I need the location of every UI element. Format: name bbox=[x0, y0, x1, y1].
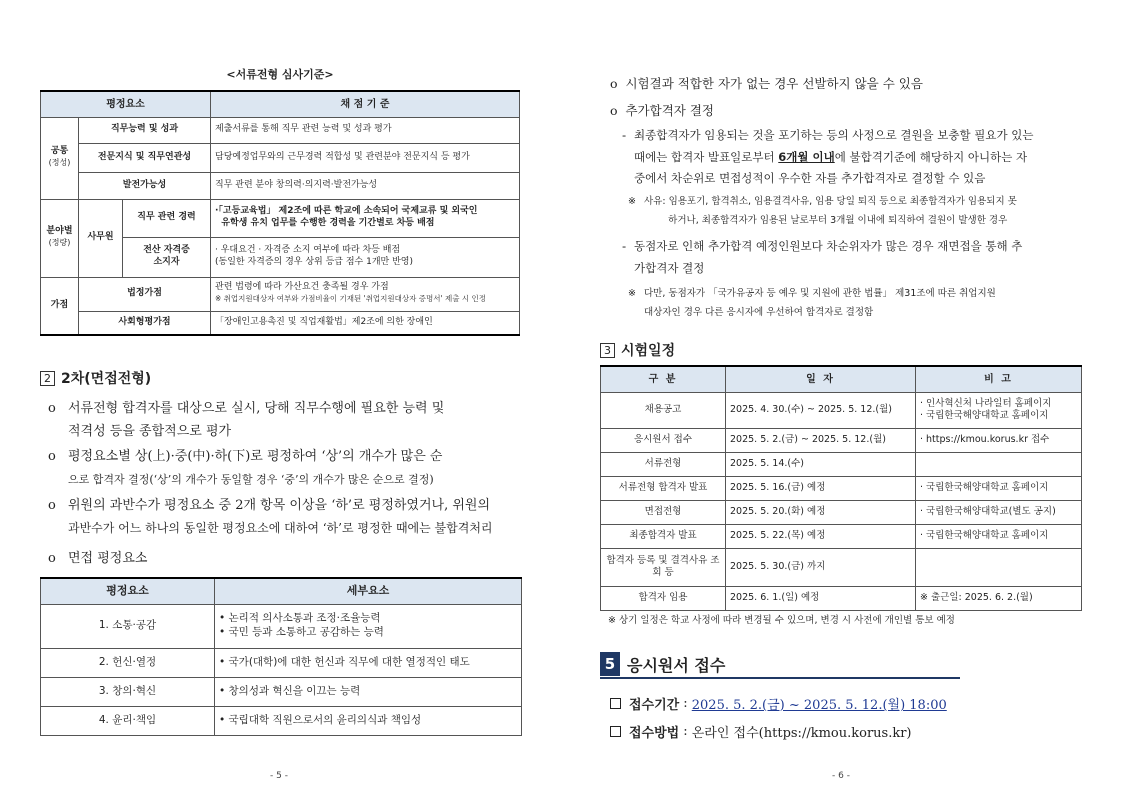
interview-item: 2. 헌신·열정 bbox=[41, 648, 215, 677]
criteria-desc: · 우대요건 · 자격증 소지 여부에 따라 차등 배점 (동일한 자격증의 경우 상위 등급 점수 1개만 반영) bbox=[211, 237, 520, 277]
interview-bullet: o 면접 평정요소 bbox=[48, 551, 148, 566]
apply-period-value: 2025. 5. 2.(금) ~ 2025. 5. 12.(월) 18:00 bbox=[691, 698, 947, 713]
apply-method-row: 접수방법 : 온라인 접수(https://kmou.korus.kr) bbox=[610, 722, 912, 741]
schedule-date: 2025. 5. 14.(수) bbox=[726, 452, 916, 476]
six-months-highlight: 6개월 이내 bbox=[778, 149, 835, 164]
criteria-desc: 제출서류를 통해 직무 관련 능력 및 성과 평가 bbox=[211, 117, 520, 143]
schedule-item: 최종합격자 발표 bbox=[601, 524, 726, 548]
schedule-date: 2025. 5. 16.(금) 예정 bbox=[726, 476, 916, 500]
interview-evaluation-table bbox=[40, 577, 522, 736]
criteria-desc: 「장애인고용촉진 및 직업재활법」제2조에 의한 장애인 bbox=[211, 311, 520, 335]
section-number: 3 bbox=[600, 343, 615, 358]
interview-details: • 국가(대학)에 대한 헌신과 직무에 대한 열정적인 태도 bbox=[215, 648, 522, 677]
schedule-note-text: ※ 상기 일정은 학교 사정에 따라 변경될 수 있으며, 변경 시 사전에 개인별 통보 예정 bbox=[608, 615, 955, 626]
interview-details: • 국립대학 직원으로서의 윤리의식과 책임성 bbox=[215, 706, 522, 735]
group-common: 공통 (정성) bbox=[41, 117, 79, 199]
criteria-desc: 직무 관련 분야 창의력·의지력·발전가능성 bbox=[211, 172, 520, 199]
header-category: 구 분 bbox=[601, 366, 726, 392]
header-evaluation-element: 평정요소 bbox=[41, 91, 211, 117]
interview-item: 1. 소통·공감 bbox=[41, 604, 215, 648]
criteria-desc: 담당예정업무와의 근무경력 적합성 및 관련분야 전문지식 등 평가 bbox=[211, 143, 520, 172]
criteria-item: 발전가능성 bbox=[79, 172, 211, 199]
section-title: 시험일정 bbox=[621, 343, 676, 359]
criteria-item: 사회형평가점 bbox=[79, 311, 211, 335]
schedule-date: 2025. 5. 20.(화) 예정 bbox=[726, 500, 916, 524]
apply-period-row: 접수기간 : 2025. 5. 2.(금) ~ 2025. 5. 12.(월) 18:00 bbox=[610, 694, 947, 713]
schedule-date: 2025. 5. 2.(금) ~ 2025. 5. 12.(월) bbox=[726, 428, 916, 452]
subgroup-clerk: 사무원 bbox=[79, 199, 123, 277]
page-number: - 5 - bbox=[270, 771, 288, 781]
header-detail-element: 세부요소 bbox=[215, 578, 522, 604]
section-3-heading bbox=[600, 340, 675, 360]
section-number: 2 bbox=[40, 371, 55, 386]
schedule-note: ※ 출근일: 2025. 6. 2.(월) bbox=[916, 586, 1082, 610]
notice-bullet: o 시험결과 적합한 자가 없는 경우 선발하지 않을 수 있음 bbox=[610, 76, 923, 91]
interview-bullet: o 위원의 과반수가 평정요소 중 2개 항목 이상을 ‘하’로 평정하였거나, 위원의 과반수가 어느 하나의 동일한 평정요소에 대하여 ‘하’로 평정한 때에는 불합격처리 bbox=[48, 498, 493, 535]
section-number: 5 bbox=[600, 652, 620, 676]
schedule-date: 2025. 6. 1.(일) 예정 bbox=[726, 586, 916, 610]
page-number: - 6 - bbox=[832, 771, 850, 781]
checkbox-icon bbox=[610, 698, 621, 709]
apply-method-value: 온라인 접수(https://kmou.korus.kr) bbox=[691, 726, 912, 741]
page-6 bbox=[600, 0, 1084, 793]
reason-note: ※ 사유: 임용포기, 합격취소, 임용결격사유, 임용 당일 퇴직 등으로 최종합격자가 임용되지 못 하거나, 최종합격자가 임용된 날로부터 3개월 이내에 퇴직하여 결원이 발생한 경우 bbox=[628, 196, 1017, 226]
schedule-note bbox=[916, 548, 1082, 586]
schedule-item: 합격자 등록 및 결격사유 조회 등 bbox=[601, 548, 726, 586]
schedule-item: 채용공고 bbox=[601, 392, 726, 428]
schedule-item: 면접전형 bbox=[601, 500, 726, 524]
page-5 bbox=[40, 0, 520, 793]
header-date: 일 자 bbox=[726, 366, 916, 392]
header-scoring-criteria: 채 점 기 준 bbox=[211, 91, 520, 117]
interview-item: 3. 창의·혁신 bbox=[41, 677, 215, 706]
interview-bullet: o 평정요소별 상(上)·중(中)·하(下)로 평정하여 ‘상’의 개수가 많은 순 으로 합격자 결정(‘상’의 개수가 동일할 경우 ‘중’의 개수가 많은 순으로 결정) bbox=[48, 449, 443, 486]
group-field: 분야별 (정량) bbox=[41, 199, 79, 277]
notice-bullet: o 추가합격자 결정 bbox=[610, 103, 714, 118]
interview-details: • 논리적 의사소통과 조정·조율능력 • 국민 등과 소통하고 공감하는 능력 bbox=[215, 604, 522, 648]
additional-pass-rule: - 최종합격자가 임용되는 것을 포기하는 등의 사정으로 결원을 보충할 필요가 있는 때에는 합격자 발표일로부터 6개월 이내에 불합격기준에 해당하지 아니하는 자 중에서 차순위로 면접성적이 우수한 자를 추가합격자로 결정할 수 있음 bbox=[622, 128, 1034, 185]
interview-details: • 창의성과 혁신을 이끄는 능력 bbox=[215, 677, 522, 706]
criteria-desc: 관련 법령에 따라 가산요건 충족될 경우 가점 ※ 취업지원대상자 여부와 가점비율이 기재된 '취업지원대상자 증명서' 제출 시 인정 bbox=[211, 277, 520, 311]
section-2-heading bbox=[40, 368, 151, 388]
group-bonus: 가점 bbox=[41, 277, 79, 335]
section-5-heading bbox=[600, 651, 960, 679]
section-title: 2차(면접전형) bbox=[61, 371, 152, 387]
checkbox-icon bbox=[610, 726, 621, 737]
apply-method-label: 접수방법 bbox=[629, 726, 680, 741]
criteria-caption: <서류전형 심사기준> bbox=[226, 68, 334, 81]
criteria-item: 전문지식 및 직무연관성 bbox=[79, 143, 211, 172]
schedule-item: 서류전형 합격자 발표 bbox=[601, 476, 726, 500]
schedule-note: · 국립한국해양대학교 홈페이지 bbox=[916, 524, 1082, 548]
schedule-note: · https://kmou.korus.kr 접수 bbox=[916, 428, 1082, 452]
schedule-date: 2025. 4. 30.(수) ~ 2025. 5. 12.(월) bbox=[726, 392, 916, 428]
schedule-item: 서류전형 bbox=[601, 452, 726, 476]
schedule-note: · 인사혁신처 나라일터 홈페이지 · 국립한국해양대학교 홈페이지 bbox=[916, 392, 1082, 428]
criteria-item: 전산 자격증 소지자 bbox=[123, 237, 211, 277]
header-evaluation-element: 평정요소 bbox=[41, 578, 215, 604]
section-title: 응시원서 접수 bbox=[627, 655, 726, 675]
interview-bullet: o 서류전형 합격자를 대상으로 실시, 당해 직무수행에 필요한 능력 및 적격성 등을 종합적으로 평가 bbox=[48, 401, 445, 439]
criteria-item: 직무 관련 경력 bbox=[123, 199, 211, 237]
criteria-item: 직무능력 및 성과 bbox=[79, 117, 211, 143]
criteria-item: 법정가점 bbox=[79, 277, 211, 311]
schedule-item: 응시원서 접수 bbox=[601, 428, 726, 452]
interview-item: 4. 윤리·책임 bbox=[41, 706, 215, 735]
schedule-item: 합격자 임용 bbox=[601, 586, 726, 610]
schedule-note bbox=[916, 452, 1082, 476]
exam-schedule-table bbox=[600, 365, 1082, 611]
schedule-note: · 국립한국해양대학교(별도 공지) bbox=[916, 500, 1082, 524]
header-remarks: 비 고 bbox=[916, 366, 1082, 392]
veteran-note: ※ 다만, 동점자가 「국가유공자 등 예우 및 지원에 관한 법률」 제31조에 따른 취업지원 대상자인 경우 다른 응시자에 우선하여 합격자로 결정함 bbox=[628, 288, 996, 318]
criteria-desc: ·「고등교육법」 제2조에 따른 학교에 소속되어 국제교류 및 외국인 유학생 유치 업무를 수행한 경력을 기간별로 차등 배점 bbox=[211, 199, 520, 237]
schedule-date: 2025. 5. 22.(목) 예정 bbox=[726, 524, 916, 548]
tie-rule: - 동점자로 인해 추가합격 예정인원보다 차순위자가 많은 경우 재면접을 통해 추 가합격자 결정 bbox=[622, 239, 1023, 275]
schedule-date: 2025. 5. 30.(금) 까지 bbox=[726, 548, 916, 586]
apply-period-label: 접수기간 bbox=[629, 698, 680, 713]
schedule-note: · 국립한국해양대학교 홈페이지 bbox=[916, 476, 1082, 500]
document-screening-criteria-table bbox=[40, 90, 520, 336]
